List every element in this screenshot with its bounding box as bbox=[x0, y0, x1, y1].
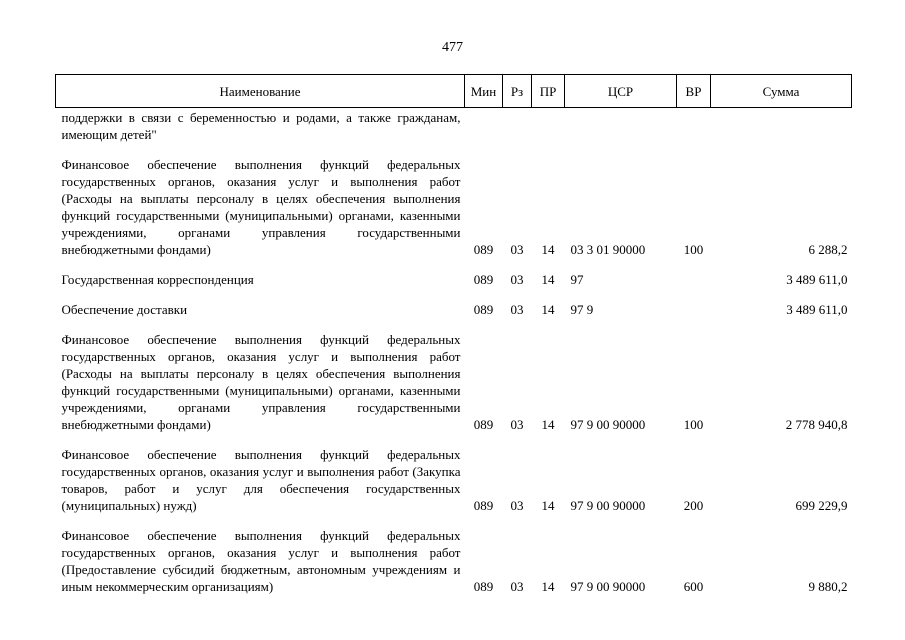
row-csr: 97 9 00 90000 bbox=[570, 417, 646, 432]
header-min: Мин bbox=[465, 75, 503, 108]
row-csr: 97 9 bbox=[570, 302, 594, 317]
row-rz: 03 bbox=[510, 272, 524, 287]
row-csr: 97 9 00 90000 bbox=[570, 498, 646, 513]
header-csr: ЦСР bbox=[565, 75, 677, 108]
row-rz: 03 bbox=[510, 498, 524, 513]
row-rz: 03 bbox=[510, 417, 524, 432]
row-name: Финансовое обеспечение выполнения функций федеральных государственных органов, оказания услуг и выполнения работ (Расходы на выплаты персоналу в целях обеспечения выполнения функций государственными (муниципальными) органами, казенными учреждениями, органами управления государственными внебюджетными фондами) bbox=[61, 157, 461, 257]
table-row bbox=[56, 288, 852, 318]
row-vr: 100 bbox=[683, 417, 704, 432]
row-csr: 03 3 01 90000 bbox=[570, 242, 646, 257]
row-name: Финансовое обеспечение выполнения функций федеральных государственных органов, оказания услуг и выполнения работ (Предоставление субсидий бюджетным, автономным учреждениям и иным некоммерческим организациям) bbox=[61, 528, 461, 594]
row-name: Обеспечение доставки bbox=[61, 302, 188, 317]
row-csr: 97 9 00 90000 bbox=[570, 579, 646, 594]
table-row bbox=[56, 318, 852, 433]
row-min: 089 bbox=[473, 242, 494, 257]
row-min: 089 bbox=[473, 302, 494, 317]
row-pr: 14 bbox=[541, 242, 555, 257]
row-vr bbox=[677, 288, 711, 318]
row-sum: 6 288,2 bbox=[808, 242, 848, 257]
row-min: 089 bbox=[473, 417, 494, 432]
row-min: 089 bbox=[473, 272, 494, 287]
row-pr: 14 bbox=[541, 498, 555, 513]
row-name: Финансовое обеспечение выполнения функций федеральных государственных органов, оказания услуг и выполнения работ (Закупка товаров, работ и услуг для обеспечения государственных (муниципальных) нужд) bbox=[61, 447, 461, 513]
header-name: Наименование bbox=[56, 75, 465, 108]
row-pr: 14 bbox=[541, 417, 555, 432]
row-csr: 97 bbox=[570, 272, 584, 287]
header-sum: Сумма bbox=[711, 75, 852, 108]
row-min: 089 bbox=[473, 579, 494, 594]
page-number: 477 bbox=[442, 40, 463, 55]
row-pr: 14 bbox=[541, 272, 555, 287]
row-sum: 699 229,9 bbox=[795, 498, 848, 513]
header-vr: ВР bbox=[677, 75, 711, 108]
header-pr: ПР bbox=[532, 75, 565, 108]
table-header-row bbox=[56, 75, 852, 108]
row-name: поддержки в связи с беременностью и родами, а также гражданам, имеющим детей" bbox=[61, 110, 461, 142]
row-sum: 9 880,2 bbox=[808, 579, 848, 594]
row-sum: 3 489 611,0 bbox=[786, 302, 848, 317]
header-rz: Рз bbox=[503, 75, 532, 108]
row-pr: 14 bbox=[541, 302, 555, 317]
table-row bbox=[56, 433, 852, 514]
row-sum: 3 489 611,0 bbox=[786, 272, 848, 287]
row-vr: 600 bbox=[683, 579, 704, 594]
table-row bbox=[56, 258, 852, 288]
table-row bbox=[56, 143, 852, 258]
table-row-continuation bbox=[56, 108, 852, 144]
row-name: Финансовое обеспечение выполнения функций федеральных государственных органов, оказания услуг и выполнения работ (Расходы на выплаты персоналу в целях обеспечения выполнения функций государственными (муниципальными) органами, казенными учреждениями, органами управления государственными внебюджетными фондами) bbox=[61, 332, 461, 432]
row-name: Государственная корреспонденция bbox=[61, 272, 254, 287]
row-rz: 03 bbox=[510, 579, 524, 594]
row-vr: 100 bbox=[683, 242, 704, 257]
row-sum: 2 778 940,8 bbox=[785, 417, 848, 432]
row-rz: 03 bbox=[510, 302, 524, 317]
table-row bbox=[56, 514, 852, 595]
row-min: 089 bbox=[473, 498, 494, 513]
row-vr: 200 bbox=[683, 498, 704, 513]
row-pr: 14 bbox=[541, 579, 555, 594]
row-vr bbox=[677, 258, 711, 288]
row-rz: 03 bbox=[510, 242, 524, 257]
budget-table bbox=[55, 74, 852, 595]
